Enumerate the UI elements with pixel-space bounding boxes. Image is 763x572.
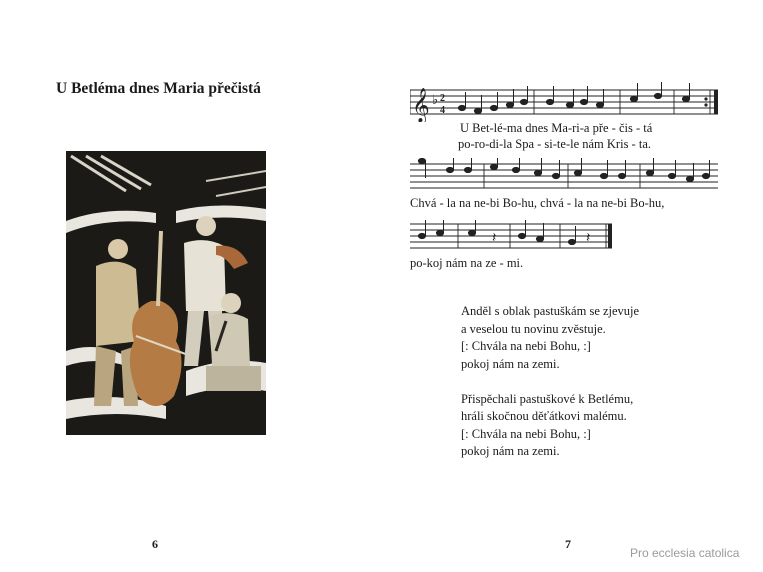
lyric-line-1b: po-ro-di-la Spa - si-te-le nám Kris - ta. bbox=[458, 137, 651, 151]
verse-line: hráli skočnou děťátkovi malému. bbox=[461, 409, 627, 423]
svg-text:2: 2 bbox=[440, 93, 445, 104]
verses-block bbox=[461, 303, 639, 478]
verse-line: Přispěchali pastuškové k Betlému, bbox=[461, 391, 634, 406]
music-staff-1 bbox=[410, 82, 720, 122]
svg-text:𝄞: 𝄞 bbox=[412, 88, 430, 122]
svg-text:♭: ♭ bbox=[432, 92, 439, 107]
svg-text:𝄽: 𝄽 bbox=[492, 231, 497, 246]
verse-line: a veselou tu novinu zvěstuje. bbox=[461, 321, 606, 336]
page-number-left: 6 bbox=[152, 537, 158, 551]
lyric-line-3: po-koj nám na ze - mi. bbox=[410, 256, 524, 270]
lyric-line-2: Chvá - la na ne-bi Bo-hu, chvá - la na ne-bi Bo-hu, bbox=[410, 196, 665, 210]
watermark-text: Pro ecclesia catolica bbox=[630, 546, 740, 560]
verse-2 bbox=[461, 303, 639, 373]
verse-line: pokoj nám na zemi. bbox=[461, 356, 560, 371]
verse-line: [: Chvála na nebi Bohu, :] bbox=[461, 339, 591, 353]
verse-line: [: Chvála na nebi Bohu, :] bbox=[461, 426, 591, 441]
music-staff-3 bbox=[410, 220, 620, 254]
song-title: U Betléma dnes Maria přečistá bbox=[56, 80, 261, 97]
lyric-line-1a: U Bet-lé-ma dnes Ma-ri-a pře - čis - tá bbox=[460, 121, 653, 135]
music-staff-2 bbox=[410, 158, 720, 194]
woodcut-carolers-icon bbox=[66, 151, 266, 435]
svg-text:4: 4 bbox=[440, 105, 445, 116]
page-number-right: 7 bbox=[565, 537, 571, 551]
verse-line: pokoj nám na zemi. bbox=[461, 444, 560, 458]
verse-3 bbox=[461, 391, 639, 461]
svg-text:𝄽: 𝄽 bbox=[586, 231, 591, 246]
verse-line: Anděl s oblak pastuškám se zjevuje bbox=[461, 304, 640, 318]
